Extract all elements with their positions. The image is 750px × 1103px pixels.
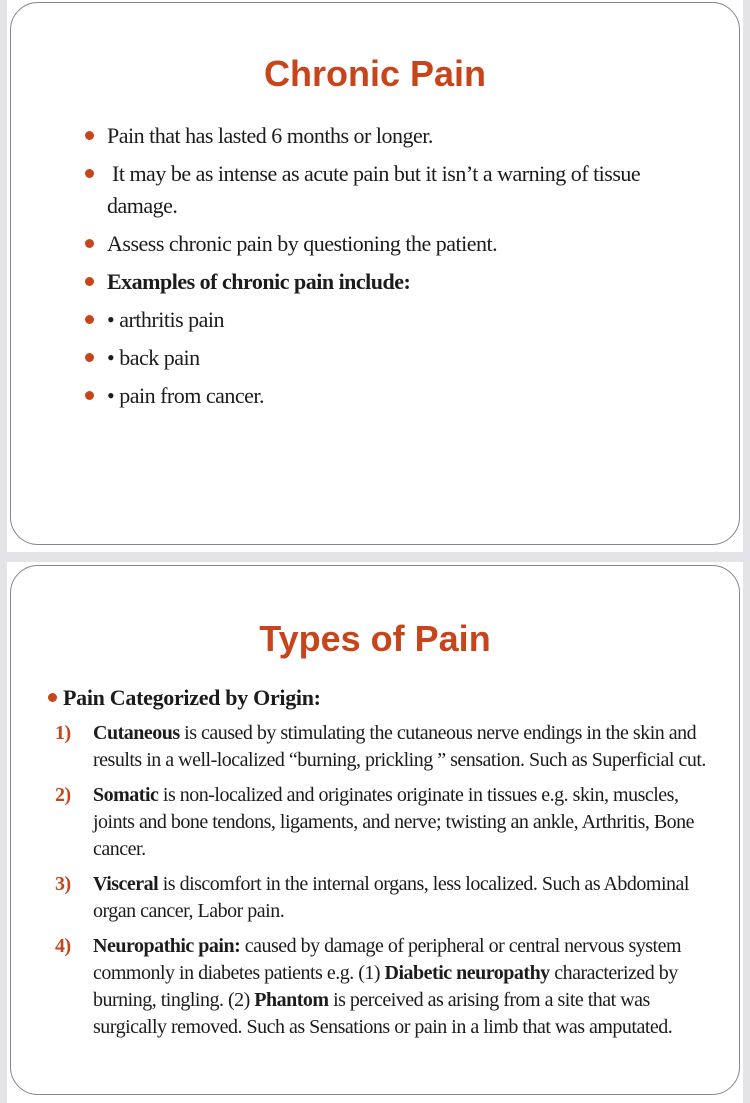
bullet-item <box>85 120 699 152</box>
item-text-segment: characterized by burning, tingling. (2) <box>93 962 683 1011</box>
slide-1-title: Chronic Pain <box>263 53 487 94</box>
numbered-item <box>11 782 739 863</box>
bullet-item <box>85 342 699 374</box>
bullet-text: • back pain <box>107 345 200 370</box>
bullet-text: Pain that has lasted 6 months or longer. <box>107 123 433 148</box>
item-term-bold: Phantom <box>254 989 329 1011</box>
slide-page-2 <box>7 562 743 1103</box>
item-text-segment: is discomfort in the internal organs, less localized. Such as Abdominal organ cancer, Labor pain. <box>93 873 694 922</box>
item-term-bold: Visceral <box>93 873 159 895</box>
bullet-icon <box>48 693 57 702</box>
bullet-item <box>85 304 699 336</box>
item-text <box>93 935 686 1038</box>
bullet-icon <box>85 239 94 248</box>
bullet-text: • pain from cancer. <box>107 383 265 408</box>
numbered-item <box>11 871 739 925</box>
numbered-item <box>11 720 739 774</box>
slide-2-numbered-list <box>11 720 739 1041</box>
bullet-item <box>85 228 699 260</box>
bullet-text: Examples of chronic pain include: <box>107 269 411 294</box>
bullet-icon <box>85 131 94 140</box>
bullet-item <box>85 266 699 298</box>
item-text <box>93 873 693 922</box>
item-term-bold: Neuropathic pain: <box>93 935 241 957</box>
item-term-bold: Cutaneous <box>93 722 180 744</box>
numbered-item <box>11 933 739 1041</box>
bullet-icon <box>85 391 94 400</box>
bullet-icon <box>85 277 94 286</box>
item-term-bold: Somatic <box>93 784 159 806</box>
item-number: 1) <box>55 722 71 744</box>
slide-1-bullet-list <box>85 120 699 412</box>
item-text-segment: caused by damage of peripheral or central nervous system commonly in diabetes patients e.g. (1) <box>93 935 686 984</box>
bullet-text: • arthritis pain <box>107 307 225 332</box>
slide-2-frame <box>10 565 740 1095</box>
item-number: 2) <box>55 784 71 806</box>
slide-1-frame <box>10 2 740 545</box>
item-number: 3) <box>55 873 71 895</box>
bullet-icon <box>85 315 94 324</box>
item-term-bold: Diabetic neuropathy <box>384 962 550 984</box>
bullet-item <box>85 380 699 412</box>
bullet-text: Assess chronic pain by questioning the patient. <box>107 231 498 256</box>
item-text-segment: is caused by stimulating the cutaneous nerve endings in the skin and results in a well-localized “burning, prickling ” sensation. Such as Superficial cut. <box>93 722 706 771</box>
item-text <box>93 784 699 860</box>
item-text-segment: is non-localized and originates originate in tissues e.g. skin, muscles, joints and bone tendons, ligaments, and nerve; twisting an ankle, Arthritis, Bone cancer. <box>93 784 699 860</box>
slide-2-heading-text: Pain Categorized by Origin: <box>63 685 321 710</box>
item-number: 4) <box>55 935 71 957</box>
slide-2-title: Types of Pain <box>259 618 491 659</box>
bullet-text: It may be as intense as acute pain but it isn’t a warning of tissue damage. <box>107 161 646 218</box>
bullet-icon <box>85 169 94 178</box>
slide-page-1 <box>7 0 743 552</box>
slide-2-heading <box>48 684 719 712</box>
item-text <box>93 722 706 771</box>
item-text-segment: is perceived as arising from a site that was surgically removed. Such as Sensations or pain in a limb that was amputated. <box>93 989 673 1038</box>
bullet-item <box>85 158 699 222</box>
bullet-icon <box>85 353 94 362</box>
